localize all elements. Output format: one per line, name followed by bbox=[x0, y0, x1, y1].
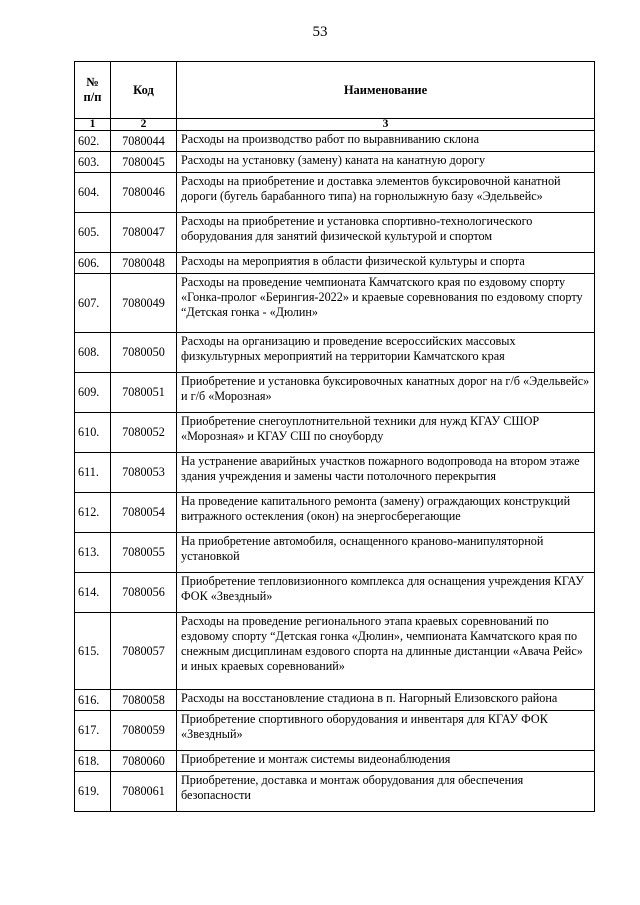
header-name: Наименование bbox=[177, 62, 595, 119]
row-number: 609. bbox=[75, 373, 111, 413]
row-number: 606. bbox=[75, 253, 111, 274]
row-name: Приобретение тепловизионного комплекса для оснащения учреждения КГАУ ФОК «Звездный» bbox=[177, 573, 595, 613]
table-row bbox=[75, 413, 595, 453]
row-name: Приобретение, доставка и монтаж оборудования для обеспечения безопасности bbox=[177, 772, 595, 812]
table-row bbox=[75, 751, 595, 772]
row-name: На приобретение автомобиля, оснащенного краново-манипуляторной установкой bbox=[177, 533, 595, 573]
row-number: 617. bbox=[75, 711, 111, 751]
table-row bbox=[75, 690, 595, 711]
row-number: 607. bbox=[75, 274, 111, 333]
row-number: 618. bbox=[75, 751, 111, 772]
row-code: 7080056 bbox=[111, 573, 177, 613]
row-name: Расходы на производство работ по выравниванию склона bbox=[177, 131, 595, 152]
row-number: 605. bbox=[75, 213, 111, 253]
header-num: № п/п bbox=[75, 62, 111, 119]
row-code: 7080053 bbox=[111, 453, 177, 493]
row-name: Приобретение и монтаж системы видеонаблюдения bbox=[177, 751, 595, 772]
row-code: 7080051 bbox=[111, 373, 177, 413]
row-code: 7080049 bbox=[111, 274, 177, 333]
row-number: 602. bbox=[75, 131, 111, 152]
row-name: Расходы на установку (замену) каната на канатную дорогу bbox=[177, 152, 595, 173]
row-number: 608. bbox=[75, 333, 111, 373]
column-number: 3 bbox=[177, 119, 595, 131]
table-row bbox=[75, 274, 595, 333]
row-number: 614. bbox=[75, 573, 111, 613]
row-number: 603. bbox=[75, 152, 111, 173]
row-code: 7080047 bbox=[111, 213, 177, 253]
table-row bbox=[75, 613, 595, 690]
row-code: 7080046 bbox=[111, 173, 177, 213]
row-name: Расходы на организацию и проведение всероссийских массовых физкультурных мероприятий на территории Камчатского края bbox=[177, 333, 595, 373]
table-row bbox=[75, 533, 595, 573]
row-number: 615. bbox=[75, 613, 111, 690]
row-number: 612. bbox=[75, 493, 111, 533]
row-name: Расходы на проведение чемпионата Камчатского края по ездовому спорту «Гонка-пролог «Берингия-2022» и краевые соревнования по ездовому спорту “Детская гонка - «Дюлин» bbox=[177, 274, 595, 333]
row-name: Приобретение и установка буксировочных канатных дорог на г/б «Эдельвейс» и г/б «Морозная» bbox=[177, 373, 595, 413]
row-name: Расходы на приобретение и доставка элементов буксировочной канатной дороги (бугель барабанного типа) на горнолыжную базу «Эдельвейс» bbox=[177, 173, 595, 213]
table-row bbox=[75, 253, 595, 274]
budget-code-table bbox=[74, 61, 595, 812]
row-code: 7080050 bbox=[111, 333, 177, 373]
row-number: 604. bbox=[75, 173, 111, 213]
row-name: Приобретение снегоуплотнительной техники для нужд КГАУ СШОР «Морозная» и КГАУ СШ по сноуборду bbox=[177, 413, 595, 453]
row-number: 619. bbox=[75, 772, 111, 812]
row-number: 616. bbox=[75, 690, 111, 711]
table-body bbox=[75, 131, 595, 812]
row-code: 7080044 bbox=[111, 131, 177, 152]
column-number: 2 bbox=[111, 119, 177, 131]
page-number: 53 bbox=[312, 24, 328, 40]
row-code: 7080059 bbox=[111, 711, 177, 751]
row-name: Расходы на восстановление стадиона в п. Нагорный Елизовского района bbox=[177, 690, 595, 711]
table-header-row bbox=[75, 62, 595, 119]
row-code: 7080058 bbox=[111, 690, 177, 711]
table-row bbox=[75, 131, 595, 152]
row-name: На проведение капитального ремонта (замену) ограждающих конструкций витражного остекления (окон) на энергосберегающие bbox=[177, 493, 595, 533]
header-code: Код bbox=[111, 62, 177, 119]
table-row bbox=[75, 711, 595, 751]
column-number-row bbox=[75, 119, 595, 131]
row-code: 7080061 bbox=[111, 772, 177, 812]
row-number: 611. bbox=[75, 453, 111, 493]
row-name: Приобретение спортивного оборудования и инвентаря для КГАУ ФОК «Звездный» bbox=[177, 711, 595, 751]
table-row bbox=[75, 573, 595, 613]
table-row bbox=[75, 373, 595, 413]
row-name: Расходы на приобретение и установка спортивно-технологического оборудования для занятий физической культурой и спортом bbox=[177, 213, 595, 253]
row-code: 7080055 bbox=[111, 533, 177, 573]
column-number: 1 bbox=[75, 119, 111, 131]
row-code: 7080045 bbox=[111, 152, 177, 173]
table-row bbox=[75, 453, 595, 493]
row-code: 7080060 bbox=[111, 751, 177, 772]
table-row bbox=[75, 493, 595, 533]
row-name: Расходы на проведение регионального этапа краевых соревнований по ездовому спорту “Детская гонка «Дюлин», чемпионата Камчатского края по снежным дисциплинам ездового спорта на длинные дистанции «Авача Рейс» и иных краевых соревнований» bbox=[177, 613, 595, 690]
row-number: 610. bbox=[75, 413, 111, 453]
table-row bbox=[75, 213, 595, 253]
table-row bbox=[75, 333, 595, 373]
row-code: 7080054 bbox=[111, 493, 177, 533]
row-code: 7080048 bbox=[111, 253, 177, 274]
row-name: На устранение аварийных участков пожарного водопровода на втором этаже здания учреждения и замены части потолочного перекрытия bbox=[177, 453, 595, 493]
table-row bbox=[75, 772, 595, 812]
row-code: 7080052 bbox=[111, 413, 177, 453]
row-number: 613. bbox=[75, 533, 111, 573]
table-row bbox=[75, 173, 595, 213]
row-code: 7080057 bbox=[111, 613, 177, 690]
row-name: Расходы на мероприятия в области физической культуры и спорта bbox=[177, 253, 595, 274]
table-row bbox=[75, 152, 595, 173]
